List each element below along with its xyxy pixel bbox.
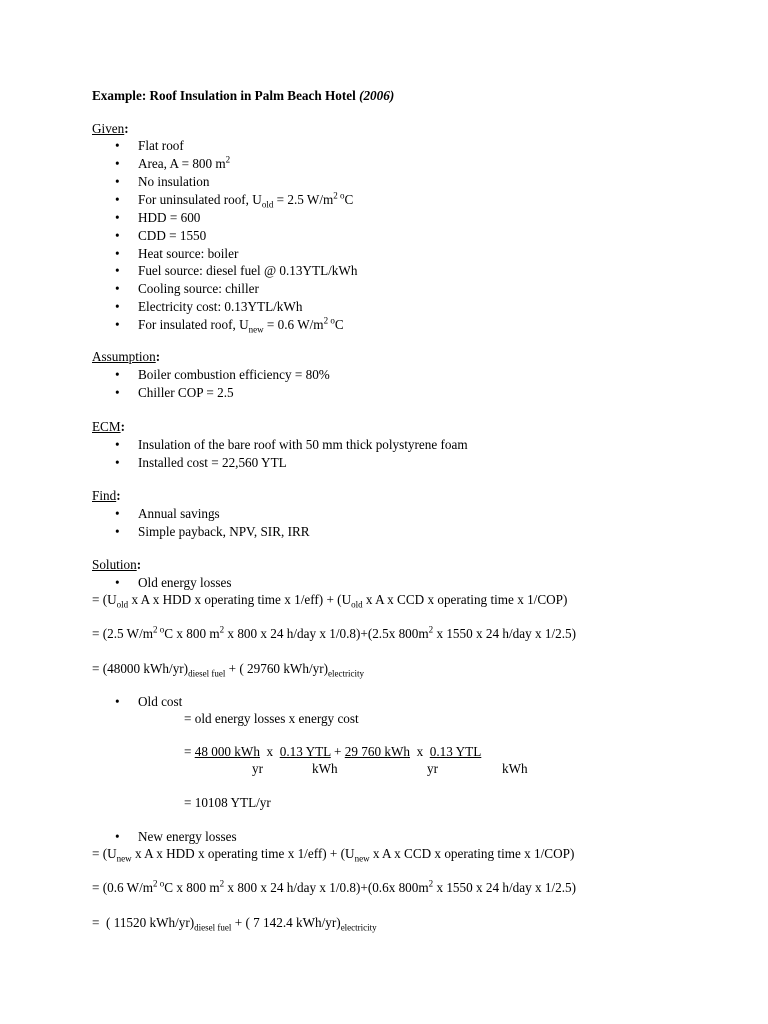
insulated-mid: = 0.6 W/m [263, 317, 324, 332]
uninsulated-degree: o [337, 190, 345, 201]
given-heading [92, 122, 129, 135]
formula-text: C x 800 m [164, 880, 220, 895]
given-item-area [138, 154, 231, 171]
formula-sub: electricity [328, 668, 364, 679]
assumption-heading [92, 350, 160, 363]
insulated-text: For insulated roof, U [138, 317, 249, 332]
solution-heading-text: Solution [92, 557, 137, 572]
given-item-uninsulated [138, 190, 354, 210]
uninsulated-mid: = 2.5 W/m [273, 192, 334, 207]
given-heading-text: Given [92, 121, 125, 136]
formula-sup: 2 [428, 624, 434, 635]
new-losses-formula-2 [92, 878, 576, 895]
old-cost-bullet: • Old cost [138, 695, 182, 708]
formula-degree: o [157, 624, 165, 635]
formula-text: x A x HDD x operating time x 1/eff) + (U [131, 846, 355, 861]
assumption-colon: : [155, 349, 161, 364]
new-losses-formula-3 [92, 915, 377, 933]
formula-sub: electricity [340, 922, 377, 933]
formula-text: x 800 x 24 h/day x 1/0.8)+(0.6x 800m [224, 880, 429, 895]
old-cost-num-1: 48 000 kWh [194, 744, 260, 759]
insulated-sup: 2 [323, 315, 329, 326]
old-cost-den-2: kWh [312, 761, 338, 776]
solution-colon: : [136, 557, 142, 572]
old-cost-eq: = [184, 744, 195, 759]
formula-sup: 2 [219, 624, 225, 635]
find-item-payback: • Simple payback, NPV, SIR, IRR [138, 525, 310, 538]
given-item-cdd: • CDD = 1550 [138, 229, 206, 242]
old-cost-den-4: kWh [502, 761, 528, 776]
given-item-hdd: • HDD = 600 [138, 211, 200, 224]
given-item-insulated [138, 315, 344, 335]
formula-sup: 2 [428, 878, 434, 889]
find-heading [92, 489, 121, 502]
title-text: Example: Roof Insulation in Palm Beach Hotel [92, 88, 356, 103]
assumption-item-chiller: • Chiller COP = 2.5 [138, 386, 234, 399]
old-losses-formula-2 [92, 624, 576, 641]
given-item-no-insulation: • No insulation [138, 175, 209, 188]
formula-sup: 2 [219, 878, 225, 889]
old-cost-times-2: x [409, 744, 430, 759]
uninsulated-text: For uninsulated roof, U [138, 192, 262, 207]
assumption-heading-text: Assumption [92, 349, 156, 364]
formula-text: + ( 29760 kWh/yr) [225, 661, 328, 676]
formula-degree: o [157, 878, 165, 889]
ecm-item-installed-cost: • Installed cost = 22,560 YTL [138, 456, 287, 469]
new-energy-losses-bullet: • New energy losses [138, 830, 237, 843]
formula-text: = (0.6 W/m [92, 880, 154, 895]
formula-text: C x 800 m [164, 626, 220, 641]
old-cost-line-1: = old energy losses x energy cost [184, 711, 359, 726]
find-colon: : [116, 488, 121, 503]
formula-text: x A x CCD x operating time x 1/COP) [369, 846, 575, 861]
formula-text: x 800 x 24 h/day x 1/0.8)+(2.5x 800m [224, 626, 429, 641]
old-losses-formula-1 [92, 592, 568, 610]
old-energy-losses-bullet: • Old energy losses [138, 576, 232, 589]
formula-text: = (2.5 W/m [92, 626, 154, 641]
formula-text: x A x HDD x operating time x 1/eff) + (U [128, 592, 352, 607]
ecm-item-insulation: • Insulation of the bare roof with 50 mm thick polystyrene foam [138, 438, 468, 451]
formula-text: x A x CCD x operating time x 1/COP) [362, 592, 568, 607]
formula-text: x 1550 x 24 h/day x 1/2.5) [433, 626, 576, 641]
given-item-heat-source: • Heat source: boiler [138, 247, 238, 260]
insulated-c: C [334, 317, 344, 332]
insulated-degree: o [328, 315, 335, 326]
uninsulated-sup: 2 [333, 190, 338, 201]
formula-sub: diesel fuel [188, 668, 226, 679]
given-colon: : [124, 121, 129, 136]
old-cost-den-1: yr [252, 761, 263, 776]
page-title [92, 89, 394, 102]
area-sup: 2 [225, 154, 231, 165]
formula-sup: 2 [153, 624, 158, 635]
old-cost-num-2: 0.13 YTL [279, 744, 331, 759]
formula-sup: 2 [153, 878, 158, 889]
new-losses-formula-1 [92, 846, 575, 864]
given-item-fuel-source: • Fuel source: diesel fuel @ 0.13YTL/kWh [138, 264, 357, 277]
formula-text: = ( 11520 kWh/yr) [92, 915, 195, 930]
given-item-flat-roof: • Flat roof [138, 139, 184, 152]
formula-sub: new [354, 853, 370, 864]
formula-text: = (48000 kWh/yr) [92, 661, 189, 676]
uninsulated-sub: old [261, 199, 274, 210]
old-cost-num-3: 29 760 kWh [344, 744, 410, 759]
formula-sub: new [116, 853, 132, 864]
title-year: (2006) [359, 88, 395, 103]
formula-sub: old [351, 599, 363, 610]
formula-text: + ( 7 142.4 kWh/yr) [231, 915, 341, 930]
old-cost-fraction-numerators [184, 745, 481, 758]
formula-text: x 1550 x 24 h/day x 1/2.5) [433, 880, 576, 895]
old-cost-den-3: yr [427, 761, 438, 776]
given-item-electricity-cost: • Electricity cost: 0.13YTL/kWh [138, 300, 302, 313]
old-cost-num-4: 0.13 YTL [429, 744, 482, 759]
ecm-heading [92, 420, 125, 433]
formula-sub: old [116, 599, 129, 610]
old-cost-times-1: x [259, 744, 280, 759]
ecm-heading-text: ECM [92, 419, 121, 434]
formula-sub: diesel fuel [194, 922, 232, 933]
old-cost-result: = 10108 YTL/yr [184, 795, 271, 810]
formula-text: = (U [92, 592, 117, 607]
formula-text: = (U [92, 846, 117, 861]
uninsulated-c: C [344, 192, 354, 207]
find-heading-text: Find [92, 488, 117, 503]
find-item-annual-savings: • Annual savings [138, 507, 220, 520]
ecm-colon: : [120, 419, 125, 434]
old-losses-formula-3 [92, 661, 364, 679]
solution-heading [92, 558, 141, 571]
old-cost-plus: + [330, 744, 345, 759]
assumption-item-boiler: • Boiler combustion efficiency = 80% [138, 368, 330, 381]
given-item-cooling-source: • Cooling source: chiller [138, 282, 259, 295]
area-text: Area, A = 800 m [138, 156, 226, 171]
insulated-sub: new [248, 324, 264, 335]
